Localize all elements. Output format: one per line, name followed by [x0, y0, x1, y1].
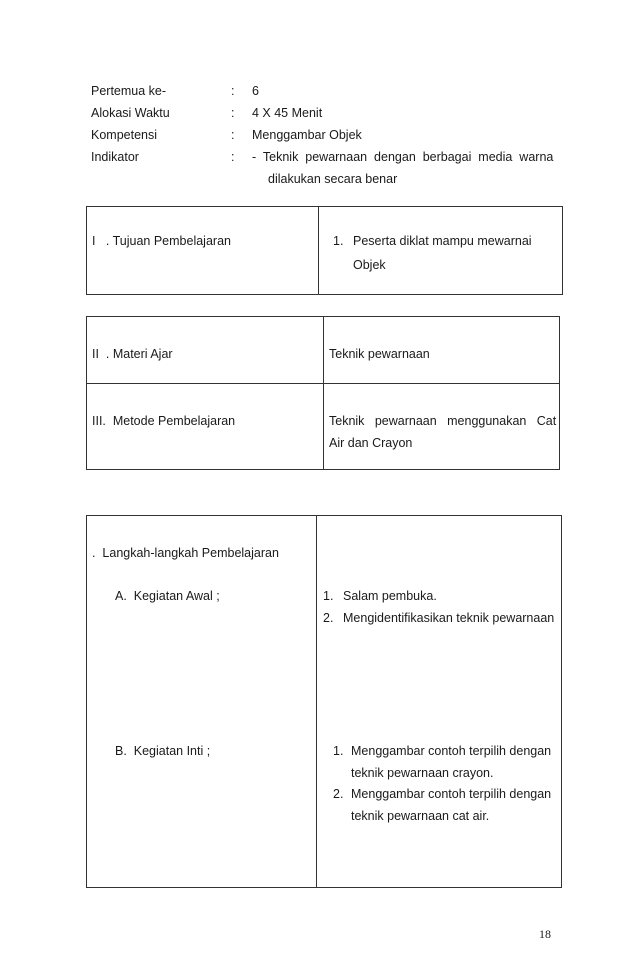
langkah-title: . Langkah-langkah Pembelajaran: [92, 546, 279, 560]
inti-item-text: Menggambar contoh terpilih dengan: [351, 787, 552, 801]
inti-item-number: 2.: [333, 787, 344, 801]
metode-label: III. Metode Pembelajaran: [92, 414, 236, 428]
tujuan-table: [86, 206, 563, 295]
header-label: Kompetensi: [91, 128, 158, 142]
table-divider: [318, 207, 319, 294]
header-value: - Teknik pewarnaan dengan berbagai media warna: [252, 150, 554, 164]
metode-value: Teknik pewarnaan menggunakan Cat: [329, 414, 557, 428]
table-row-divider: [87, 383, 559, 384]
table-divider: [323, 317, 324, 469]
header-colon: :: [231, 84, 235, 98]
awal-item-number: 2.: [323, 611, 334, 625]
kegiatan-awal-label: A. Kegiatan Awal ;: [115, 589, 220, 603]
tujuan-item-number: 1.: [333, 234, 344, 248]
awal-item-text: Salam pembuka.: [343, 589, 437, 603]
header-value-continued: dilakukan secara benar: [268, 172, 398, 186]
tujuan-item-text: Peserta diklat mampu mewarnai: [353, 234, 532, 248]
header-colon: :: [231, 128, 235, 142]
materi-value: Teknik pewarnaan: [329, 347, 430, 361]
inti-item-number: 1.: [333, 744, 344, 758]
langkah-table: [86, 515, 562, 888]
tujuan-item-text-continued: Objek: [353, 258, 386, 272]
table-divider: [316, 516, 317, 887]
header-colon: :: [231, 106, 235, 120]
inti-item-text: Menggambar contoh terpilih dengan: [351, 744, 552, 758]
header-colon: :: [231, 150, 235, 164]
tujuan-label: I . Tujuan Pembelajaran: [92, 234, 231, 248]
page-number: 18: [539, 927, 551, 941]
inti-item-text-continued: teknik pewarnaan cat air.: [351, 809, 490, 823]
header-value: 6: [252, 84, 259, 98]
awal-item-number: 1.: [323, 589, 334, 603]
inti-item-text-continued: teknik pewarnaan crayon.: [351, 766, 494, 780]
header-label: Pertemua ke-: [91, 84, 167, 98]
header-label: Indikator: [91, 150, 139, 164]
awal-item-text: Mengidentifikasikan teknik pewarnaan: [343, 611, 555, 625]
materi-label: II . Materi Ajar: [92, 347, 173, 361]
kegiatan-inti-label: B. Kegiatan Inti ;: [115, 744, 211, 758]
metode-value-continued: Air dan Crayon: [329, 436, 413, 450]
header-label: Alokasi Waktu: [91, 106, 170, 120]
header-value: 4 X 45 Menit: [252, 106, 323, 120]
materi-metode-table: [86, 316, 560, 470]
header-value: Menggambar Objek: [252, 128, 362, 142]
